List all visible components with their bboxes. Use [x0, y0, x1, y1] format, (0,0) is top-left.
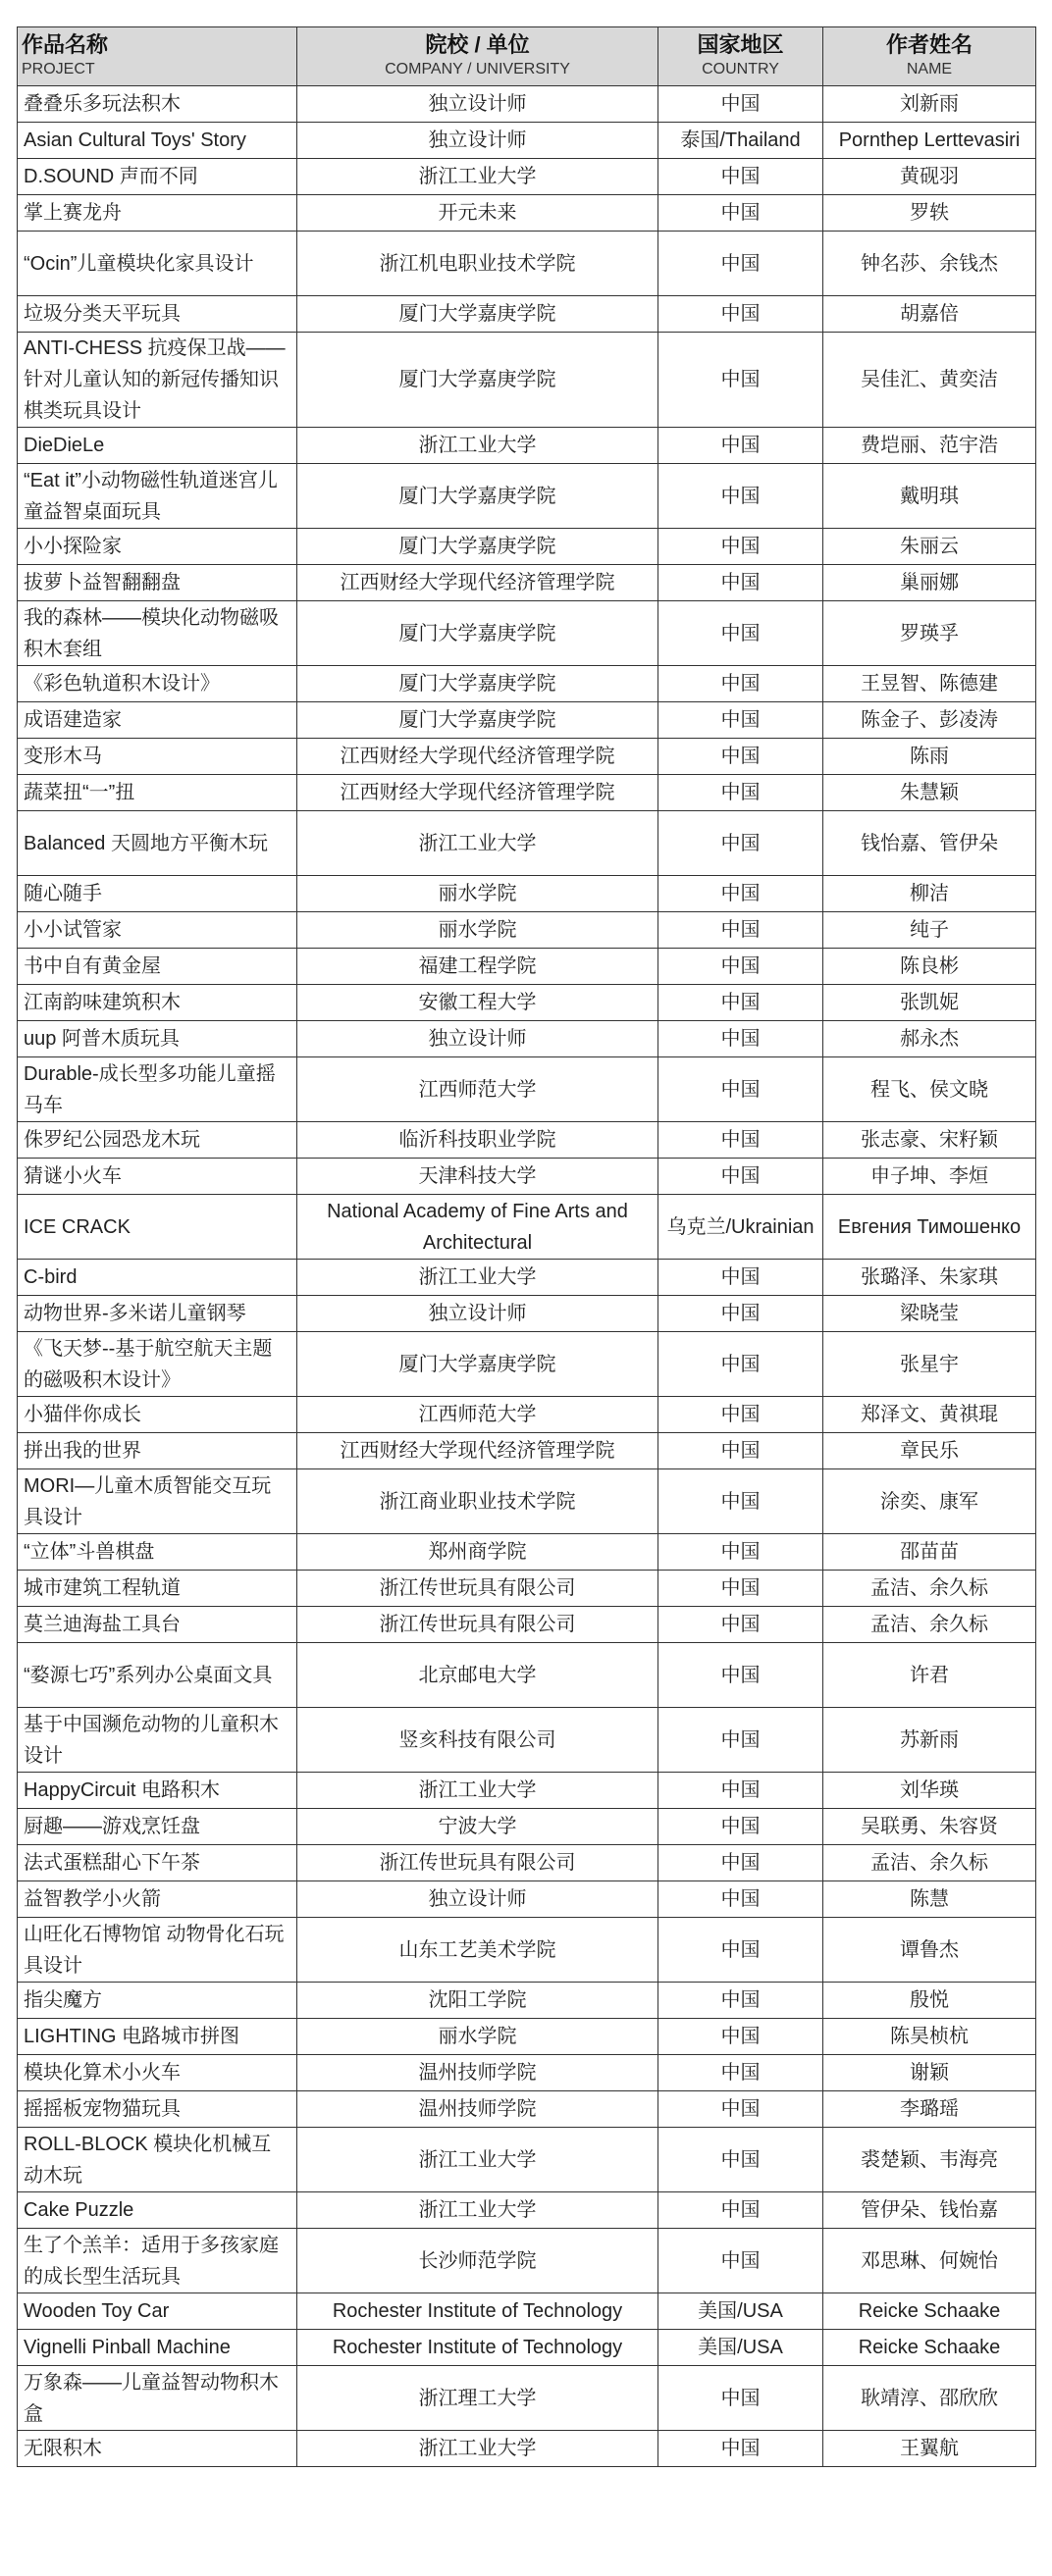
unit-cell: 丽水学院: [297, 876, 658, 912]
country-cell: 中国: [658, 86, 823, 123]
table-row: [18, 811, 1036, 876]
project-cell: 拔萝卜益智翻翻盘: [18, 565, 297, 601]
unit-cell: 厦门大学嘉庚学院: [297, 666, 658, 702]
table-row: [18, 1845, 1036, 1881]
author-cell: 戴明琪: [823, 464, 1036, 529]
project-cell: 猜谜小火车: [18, 1159, 297, 1195]
country-cell: 乌克兰/Ukrainian: [658, 1195, 823, 1260]
author-cell: 钱怡嘉、管伊朵: [823, 811, 1036, 876]
unit-cell: 江西财经大学现代经济管理学院: [297, 739, 658, 775]
table-row: [18, 1433, 1036, 1469]
author-cell: 孟洁、余久标: [823, 1607, 1036, 1643]
country-cell: 中国: [658, 1021, 823, 1057]
unit-cell: 江西师范大学: [297, 1057, 658, 1122]
project-cell: 城市建筑工程轨道: [18, 1571, 297, 1607]
author-cell: 王翼航: [823, 2431, 1036, 2467]
table-row: [18, 775, 1036, 811]
table-row: [18, 876, 1036, 912]
table-row: [18, 1469, 1036, 1534]
unit-cell: 独立设计师: [297, 1881, 658, 1918]
unit-cell: 独立设计师: [297, 1296, 658, 1332]
author-cell: 邵苗苗: [823, 1534, 1036, 1571]
country-cell: 中国: [658, 1773, 823, 1809]
author-cell: 程飞、侯文晓: [823, 1057, 1036, 1122]
table-row: [18, 1773, 1036, 1809]
unit-cell: 浙江工业大学: [297, 1773, 658, 1809]
country-cell: 中国: [658, 739, 823, 775]
project-cell: 《彩色轨道积木设计》: [18, 666, 297, 702]
unit-cell: 浙江传世玩具有限公司: [297, 1845, 658, 1881]
table-row: [18, 2055, 1036, 2091]
country-cell: 中国: [658, 702, 823, 739]
project-cell: 侏罗纪公园恐龙木玩: [18, 1122, 297, 1159]
table-row: [18, 912, 1036, 949]
country-cell: 中国: [658, 1332, 823, 1397]
unit-cell: 厦门大学嘉庚学院: [297, 601, 658, 666]
author-cell: 李璐瑶: [823, 2091, 1036, 2128]
project-cell: 小猫伴你成长: [18, 1397, 297, 1433]
table-row: [18, 1296, 1036, 1332]
table-row: [18, 2431, 1036, 2467]
project-cell: 掌上赛龙舟: [18, 195, 297, 232]
table-row: [18, 985, 1036, 1021]
project-cell: 基于中国濒危动物的儿童积木设计: [18, 1708, 297, 1773]
table-row: [18, 2192, 1036, 2229]
project-cell: Wooden Toy Car: [18, 2293, 297, 2330]
project-cell: 法式蛋糕甜心下午茶: [18, 1845, 297, 1881]
author-cell: 陈慧: [823, 1881, 1036, 1918]
country-cell: 中国: [658, 2192, 823, 2229]
unit-cell: 开元未来: [297, 195, 658, 232]
country-cell: 美国/USA: [658, 2293, 823, 2330]
country-cell: 中国: [658, 1122, 823, 1159]
project-cell: D.SOUND 声而不同: [18, 159, 297, 195]
author-cell: 郑泽文、黄祺琨: [823, 1397, 1036, 1433]
author-cell: Reicke Schaake: [823, 2330, 1036, 2366]
project-cell: ROLL-BLOCK 模块化机械互动木玩: [18, 2128, 297, 2192]
unit-cell: 长沙师范学院: [297, 2229, 658, 2293]
table-row: [18, 949, 1036, 985]
project-cell: 小小探险家: [18, 529, 297, 565]
header-row: [18, 27, 1036, 86]
unit-cell: 浙江工业大学: [297, 811, 658, 876]
project-cell: 我的森林——模块化动物磁吸积木套组: [18, 601, 297, 666]
author-cell: 管伊朵、钱怡嘉: [823, 2192, 1036, 2229]
country-cell: 中国: [658, 2055, 823, 2091]
project-cell: uup 阿普木质玩具: [18, 1021, 297, 1057]
unit-cell: Rochester Institute of Technology: [297, 2293, 658, 2330]
unit-cell: 竖亥科技有限公司: [297, 1708, 658, 1773]
table-row: [18, 1397, 1036, 1433]
author-cell: 陈金子、彭凌涛: [823, 702, 1036, 739]
header-country-en: COUNTRY: [702, 61, 779, 77]
author-cell: 梁晓莹: [823, 1296, 1036, 1332]
author-cell: 张志豪、宋籽颖: [823, 1122, 1036, 1159]
project-cell: Vignelli Pinball Machine: [18, 2330, 297, 2366]
table-row: [18, 232, 1036, 296]
unit-cell: Rochester Institute of Technology: [297, 2330, 658, 2366]
header-project-cn: 作品名称: [22, 32, 109, 57]
author-cell: 涂奕、康军: [823, 1469, 1036, 1534]
country-cell: 中国: [658, 811, 823, 876]
author-cell: 苏新雨: [823, 1708, 1036, 1773]
unit-cell: 丽水学院: [297, 2019, 658, 2055]
author-cell: 巢丽娜: [823, 565, 1036, 601]
table-row: [18, 1918, 1036, 1983]
unit-cell: 厦门大学嘉庚学院: [297, 529, 658, 565]
unit-cell: 浙江工业大学: [297, 428, 658, 464]
unit-cell: 厦门大学嘉庚学院: [297, 1332, 658, 1397]
project-cell: LIGHTING 电路城市拼图: [18, 2019, 297, 2055]
unit-cell: 福建工程学院: [297, 949, 658, 985]
table-row: [18, 296, 1036, 333]
author-cell: 陈雨: [823, 739, 1036, 775]
country-cell: 中国: [658, 985, 823, 1021]
author-cell: 罗瑛孚: [823, 601, 1036, 666]
unit-cell: 江西财经大学现代经济管理学院: [297, 1433, 658, 1469]
project-cell: 万象森——儿童益智动物积木盒: [18, 2366, 297, 2431]
project-cell: C-bird: [18, 1260, 297, 1296]
author-cell: 许君: [823, 1643, 1036, 1708]
unit-cell: 浙江传世玩具有限公司: [297, 1607, 658, 1643]
author-cell: 吴佳汇、黄奕洁: [823, 333, 1036, 428]
country-cell: 中国: [658, 1881, 823, 1918]
table-row: [18, 2128, 1036, 2192]
country-cell: 中国: [658, 1433, 823, 1469]
author-cell: 刘华瑛: [823, 1773, 1036, 1809]
author-cell: 费垲丽、范宇浩: [823, 428, 1036, 464]
project-cell: 叠叠乐多玩法积木: [18, 86, 297, 123]
unit-cell: 厦门大学嘉庚学院: [297, 296, 658, 333]
country-cell: 中国: [658, 1397, 823, 1433]
table-row: [18, 428, 1036, 464]
author-cell: 郝永杰: [823, 1021, 1036, 1057]
country-cell: 泰国/Thailand: [658, 123, 823, 159]
country-cell: 中国: [658, 666, 823, 702]
country-cell: 中国: [658, 1260, 823, 1296]
country-cell: 中国: [658, 1983, 823, 2019]
country-cell: 中国: [658, 876, 823, 912]
table-row: [18, 1881, 1036, 1918]
project-cell: “Eat it”小动物磁性轨道迷宫儿童益智桌面玩具: [18, 464, 297, 529]
project-cell: 成语建造家: [18, 702, 297, 739]
author-cell: 纯子: [823, 912, 1036, 949]
table-row: [18, 1195, 1036, 1260]
unit-cell: 江西财经大学现代经济管理学院: [297, 565, 658, 601]
country-cell: 中国: [658, 2091, 823, 2128]
unit-cell: 浙江工业大学: [297, 159, 658, 195]
table-row: [18, 2091, 1036, 2128]
table-row: [18, 1607, 1036, 1643]
unit-cell: 安徽工程大学: [297, 985, 658, 1021]
country-cell: 中国: [658, 428, 823, 464]
project-cell: 蔬菜扭“一”扭: [18, 775, 297, 811]
country-cell: 中国: [658, 1534, 823, 1571]
header-country: [658, 27, 823, 86]
unit-cell: 北京邮电大学: [297, 1643, 658, 1708]
country-cell: 中国: [658, 1571, 823, 1607]
project-cell: 变形木马: [18, 739, 297, 775]
author-cell: 罗轶: [823, 195, 1036, 232]
project-cell: 益智教学小火箭: [18, 1881, 297, 1918]
country-cell: 中国: [658, 2431, 823, 2467]
table-row: [18, 1809, 1036, 1845]
table-row: [18, 529, 1036, 565]
table-row: [18, 2330, 1036, 2366]
project-cell: ICE CRACK: [18, 1195, 297, 1260]
country-cell: 中国: [658, 1296, 823, 1332]
unit-cell: 浙江工业大学: [297, 2192, 658, 2229]
country-cell: 中国: [658, 464, 823, 529]
project-cell: “婺源七巧”系列办公桌面文具: [18, 1643, 297, 1708]
table-row: [18, 2019, 1036, 2055]
author-cell: 殷悦: [823, 1983, 1036, 2019]
table-row: [18, 1534, 1036, 1571]
country-cell: 中国: [658, 565, 823, 601]
unit-cell: 温州技师学院: [297, 2091, 658, 2128]
table-row: [18, 1571, 1036, 1607]
unit-cell: 浙江工业大学: [297, 2128, 658, 2192]
author-cell: Pornthep Lerttevasiri: [823, 123, 1036, 159]
country-cell: 中国: [658, 333, 823, 428]
author-cell: 谭鲁杰: [823, 1918, 1036, 1983]
table-row: [18, 1332, 1036, 1397]
project-cell: 厨趣——游戏烹饪盘: [18, 1809, 297, 1845]
unit-cell: 独立设计师: [297, 86, 658, 123]
unit-cell: 临沂科技职业学院: [297, 1122, 658, 1159]
project-cell: 书中自有黄金屋: [18, 949, 297, 985]
unit-cell: 温州技师学院: [297, 2055, 658, 2091]
country-cell: 中国: [658, 1469, 823, 1534]
table-header: [18, 27, 1036, 86]
header-author-cn: 作者姓名: [885, 32, 973, 57]
author-cell: 陈昊桢杭: [823, 2019, 1036, 2055]
project-cell: 动物世界-多米诺儿童钢琴: [18, 1296, 297, 1332]
unit-cell: 天津科技大学: [297, 1159, 658, 1195]
unit-cell: 江西师范大学: [297, 1397, 658, 1433]
country-cell: 中国: [658, 529, 823, 565]
project-cell: 无限积木: [18, 2431, 297, 2467]
unit-cell: National Academy of Fine Arts and Architectural: [297, 1195, 658, 1260]
country-cell: 中国: [658, 1159, 823, 1195]
table-row: [18, 702, 1036, 739]
project-cell: 山旺化石博物馆 动物骨化石玩具设计: [18, 1918, 297, 1983]
country-cell: 中国: [658, 949, 823, 985]
table-row: [18, 86, 1036, 123]
author-cell: 邓思琳、何婉怡: [823, 2229, 1036, 2293]
project-cell: 摇摇板宠物猫玩具: [18, 2091, 297, 2128]
author-cell: 孟洁、余久标: [823, 1845, 1036, 1881]
project-cell: 《飞天梦--基于航空航天主题的磁吸积木设计》: [18, 1332, 297, 1397]
table-row: [18, 123, 1036, 159]
table-row: [18, 464, 1036, 529]
country-cell: 中国: [658, 296, 823, 333]
author-cell: 孟洁、余久标: [823, 1571, 1036, 1607]
table-row: [18, 601, 1036, 666]
author-cell: 裘楚颖、韦海亮: [823, 2128, 1036, 2192]
country-cell: 中国: [658, 912, 823, 949]
country-cell: 中国: [658, 2366, 823, 2431]
project-cell: 小小试管家: [18, 912, 297, 949]
table-row: [18, 1708, 1036, 1773]
country-cell: 中国: [658, 1845, 823, 1881]
table-row: [18, 1159, 1036, 1195]
author-cell: 耿靖淳、邵欣欣: [823, 2366, 1036, 2431]
unit-cell: 厦门大学嘉庚学院: [297, 333, 658, 428]
table-row: [18, 1021, 1036, 1057]
project-cell: “Ocin”儿童模块化家具设计: [18, 232, 297, 296]
header-project-en: PROJECT: [22, 61, 95, 77]
author-cell: 张星宇: [823, 1332, 1036, 1397]
author-cell: Reicke Schaake: [823, 2293, 1036, 2330]
header-author-en: NAME: [906, 61, 953, 77]
country-cell: 中国: [658, 2128, 823, 2192]
table-row: [18, 2366, 1036, 2431]
header-project: [18, 27, 297, 86]
country-cell: 中国: [658, 1809, 823, 1845]
country-cell: 中国: [658, 2019, 823, 2055]
project-cell: ANTI-CHESS 抗疫保卫战——针对儿童认知的新冠传播知识棋类玩具设计: [18, 333, 297, 428]
unit-cell: 浙江理工大学: [297, 2366, 658, 2431]
project-cell: 模块化算术小火车: [18, 2055, 297, 2091]
table-row: [18, 666, 1036, 702]
project-cell: HappyCircuit 电路积木: [18, 1773, 297, 1809]
country-cell: 美国/USA: [658, 2330, 823, 2366]
author-cell: Евгения Тимошенко: [823, 1195, 1036, 1260]
author-cell: 朱丽云: [823, 529, 1036, 565]
project-cell: MORI—儿童木质智能交互玩具设计: [18, 1469, 297, 1534]
author-cell: 申子坤、李烜: [823, 1159, 1036, 1195]
author-cell: 朱慧颖: [823, 775, 1036, 811]
unit-cell: 丽水学院: [297, 912, 658, 949]
country-cell: 中国: [658, 1918, 823, 1983]
author-cell: 吴联勇、朱容贤: [823, 1809, 1036, 1845]
unit-cell: 宁波大学: [297, 1809, 658, 1845]
table-row: [18, 1122, 1036, 1159]
author-cell: 章民乐: [823, 1433, 1036, 1469]
unit-cell: 江西财经大学现代经济管理学院: [297, 775, 658, 811]
author-cell: 谢颖: [823, 2055, 1036, 2091]
project-cell: Asian Cultural Toys' Story: [18, 123, 297, 159]
author-cell: 张璐泽、朱家琪: [823, 1260, 1036, 1296]
table-row: [18, 159, 1036, 195]
author-cell: 张凯妮: [823, 985, 1036, 1021]
country-cell: 中国: [658, 1643, 823, 1708]
table-row: [18, 2229, 1036, 2293]
country-cell: 中国: [658, 195, 823, 232]
project-cell: 江南韵味建筑积木: [18, 985, 297, 1021]
project-cell: 拼出我的世界: [18, 1433, 297, 1469]
project-cell: Cake Puzzle: [18, 2192, 297, 2229]
header-unit-en: COMPANY / UNIVERSITY: [385, 61, 570, 77]
table-row: [18, 1260, 1036, 1296]
author-cell: 刘新雨: [823, 86, 1036, 123]
author-cell: 钟名莎、余钱杰: [823, 232, 1036, 296]
table-row: [18, 1983, 1036, 2019]
table-row: [18, 195, 1036, 232]
project-cell: 生了个羔羊：适用于多孩家庭的成长型生活玩具: [18, 2229, 297, 2293]
header-author: [823, 27, 1036, 86]
project-cell: Durable-成长型多功能儿童摇马车: [18, 1057, 297, 1122]
header-unit: [297, 27, 658, 86]
author-cell: 陈良彬: [823, 949, 1036, 985]
country-cell: 中国: [658, 1057, 823, 1122]
country-cell: 中国: [658, 775, 823, 811]
country-cell: 中国: [658, 1708, 823, 1773]
table-row: [18, 2293, 1036, 2330]
unit-cell: 山东工艺美术学院: [297, 1918, 658, 1983]
unit-cell: 厦门大学嘉庚学院: [297, 702, 658, 739]
project-cell: “立体”斗兽棋盘: [18, 1534, 297, 1571]
unit-cell: 浙江工业大学: [297, 2431, 658, 2467]
table-row: [18, 565, 1036, 601]
unit-cell: 郑州商学院: [297, 1534, 658, 1571]
author-cell: 黄砚羽: [823, 159, 1036, 195]
unit-cell: 浙江商业职业技术学院: [297, 1469, 658, 1534]
project-cell: 垃圾分类天平玩具: [18, 296, 297, 333]
table-row: [18, 1643, 1036, 1708]
header-country-cn: 国家地区: [697, 32, 784, 57]
unit-cell: 浙江机电职业技术学院: [297, 232, 658, 296]
project-cell: 随心随手: [18, 876, 297, 912]
author-cell: 柳洁: [823, 876, 1036, 912]
author-cell: 胡嘉倍: [823, 296, 1036, 333]
unit-cell: 浙江工业大学: [297, 1260, 658, 1296]
table-row: [18, 739, 1036, 775]
table-row: [18, 1057, 1036, 1122]
country-cell: 中国: [658, 159, 823, 195]
country-cell: 中国: [658, 232, 823, 296]
country-cell: 中国: [658, 1607, 823, 1643]
table-row: [18, 333, 1036, 428]
project-cell: DieDieLe: [18, 428, 297, 464]
project-cell: 莫兰迪海盐工具台: [18, 1607, 297, 1643]
unit-cell: 独立设计师: [297, 1021, 658, 1057]
project-cell: Balanced 天圆地方平衡木玩: [18, 811, 297, 876]
unit-cell: 浙江传世玩具有限公司: [297, 1571, 658, 1607]
project-cell: 指尖魔方: [18, 1983, 297, 2019]
country-cell: 中国: [658, 2229, 823, 2293]
unit-cell: 独立设计师: [297, 123, 658, 159]
country-cell: 中国: [658, 601, 823, 666]
unit-cell: 厦门大学嘉庚学院: [297, 464, 658, 529]
author-cell: 王昱智、陈德建: [823, 666, 1036, 702]
awards-table: [17, 26, 1036, 2467]
table-body: [18, 86, 1036, 2467]
header-unit-cn: 院校 / 单位: [425, 32, 530, 57]
unit-cell: 沈阳工学院: [297, 1983, 658, 2019]
